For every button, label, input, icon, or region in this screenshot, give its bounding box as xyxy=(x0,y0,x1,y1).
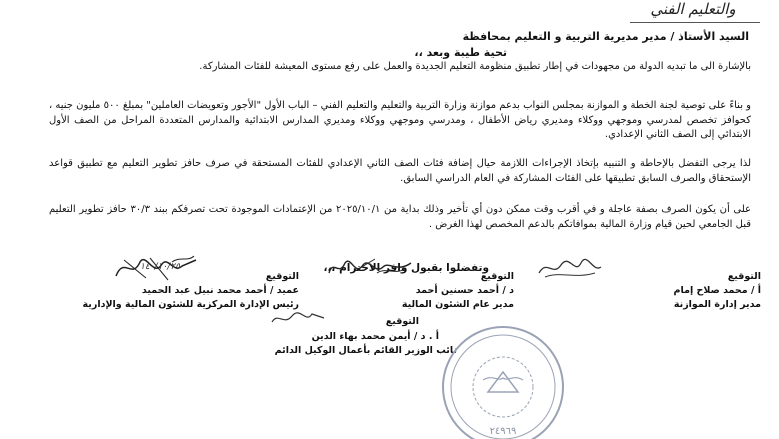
greeting-line: تحية طيبة وبعد ،، xyxy=(414,46,507,59)
signature-name: عميد / أحمد محمد نبيل عبد الحميد xyxy=(141,285,299,296)
official-seal-icon xyxy=(438,322,568,439)
closing-line: وتفضلوا بقبول وافر الاحترام ،،، xyxy=(323,262,489,274)
ministry-letterhead: والتعليم الفني xyxy=(650,0,736,18)
signature-block-1 xyxy=(674,270,761,312)
final-signature-title: نائب الوزير القائم بأعمال الوكيل الدائم xyxy=(274,345,457,356)
signature-title: مدير عام الشئون المالية xyxy=(401,299,514,310)
signature-title: مدير إدارة الموازنة xyxy=(673,299,761,310)
signature-block-2 xyxy=(402,270,514,312)
signature-name: د / أحمد حسنين أحمد xyxy=(415,285,514,296)
seal-serial: ٢٤٩٦٩ xyxy=(489,426,517,437)
paragraph-4: على أن يكون الصرف بصفة عاجلة و في أقرب وقت ممكن دون أي تأخير وذلك بداية من ٢٠٢٥/١٠/١ من الإعتمادات الموجودة تحت تصرفكم ببند ٣٠/٣ حافز تطوير التعليم قبل الجامعي لحين قيام وزارة المالية بموافاتكم بالدعم المخصص لهذا الغرض . xyxy=(49,204,752,230)
paragraph-2: و بناءً على توصية لجنة الخطة و الموازنة بمجلس النواب بدعم موازنة وزارة التربية والتعليم والتعليم الفني – الباب الأول "الأجور وتعويضات العاملين" بمبلغ ٥٠٠ مليون جنيه ، كحوافز تخصص لمدرسي وموجهي ووكلاء ومديري رياض الأطفال ، ومدرسي وموجهي ووكلاء ومديري المدارس الابتدائية والمدارس المتعددة المراحل من الصف الأول الابتدائي إلى الصف الثاني الإعدادي. xyxy=(49,100,751,140)
paragraph-3: لذا يرجى التفضل بالإحاطة و التنبيه بإتخاذ الإجراءات اللازمة حيال إضافة فئات الصف الثاني الإعدادي للفئات المستحقة في صرف حافز تطوير التعليم مع تطبيق قواعد الإستحقاق والصرف السابق تطبيقها على الفئات المشاركة في العام الدراسي السابق. xyxy=(49,158,751,184)
signature-scribble-1 xyxy=(535,255,605,281)
signature-label: التوقيع xyxy=(727,271,761,282)
paragraph-1: بالإشارة الى ما تبديه الدولة من مجهودات في إطار تطبيق منظومة التعليم الجديدة والعمل على رفع مستوى المعيشة للفئات المشاركة. xyxy=(199,61,751,72)
signature-block-3 xyxy=(83,270,299,312)
final-signature-name: أ . د / أيمن محمد بهاء الدين xyxy=(311,331,439,342)
signature-title: رئيس الإدارة المركزية للشئون المالية والإدارية xyxy=(82,299,299,310)
final-signature-label: التوقيع xyxy=(385,316,419,327)
date-stamp-note: ١٤٠/١٠/٢٥ xyxy=(140,262,180,272)
signature-name: أ / محمد صلاح إمام xyxy=(673,285,761,296)
signature-label: التوقيع xyxy=(265,271,299,282)
addressee-line: السيد الأستاذ / مدير مديرية التربية و التعليم بمحافظة xyxy=(462,30,749,43)
letterhead-rule xyxy=(630,22,760,23)
signature-label: التوقيع xyxy=(480,271,514,282)
